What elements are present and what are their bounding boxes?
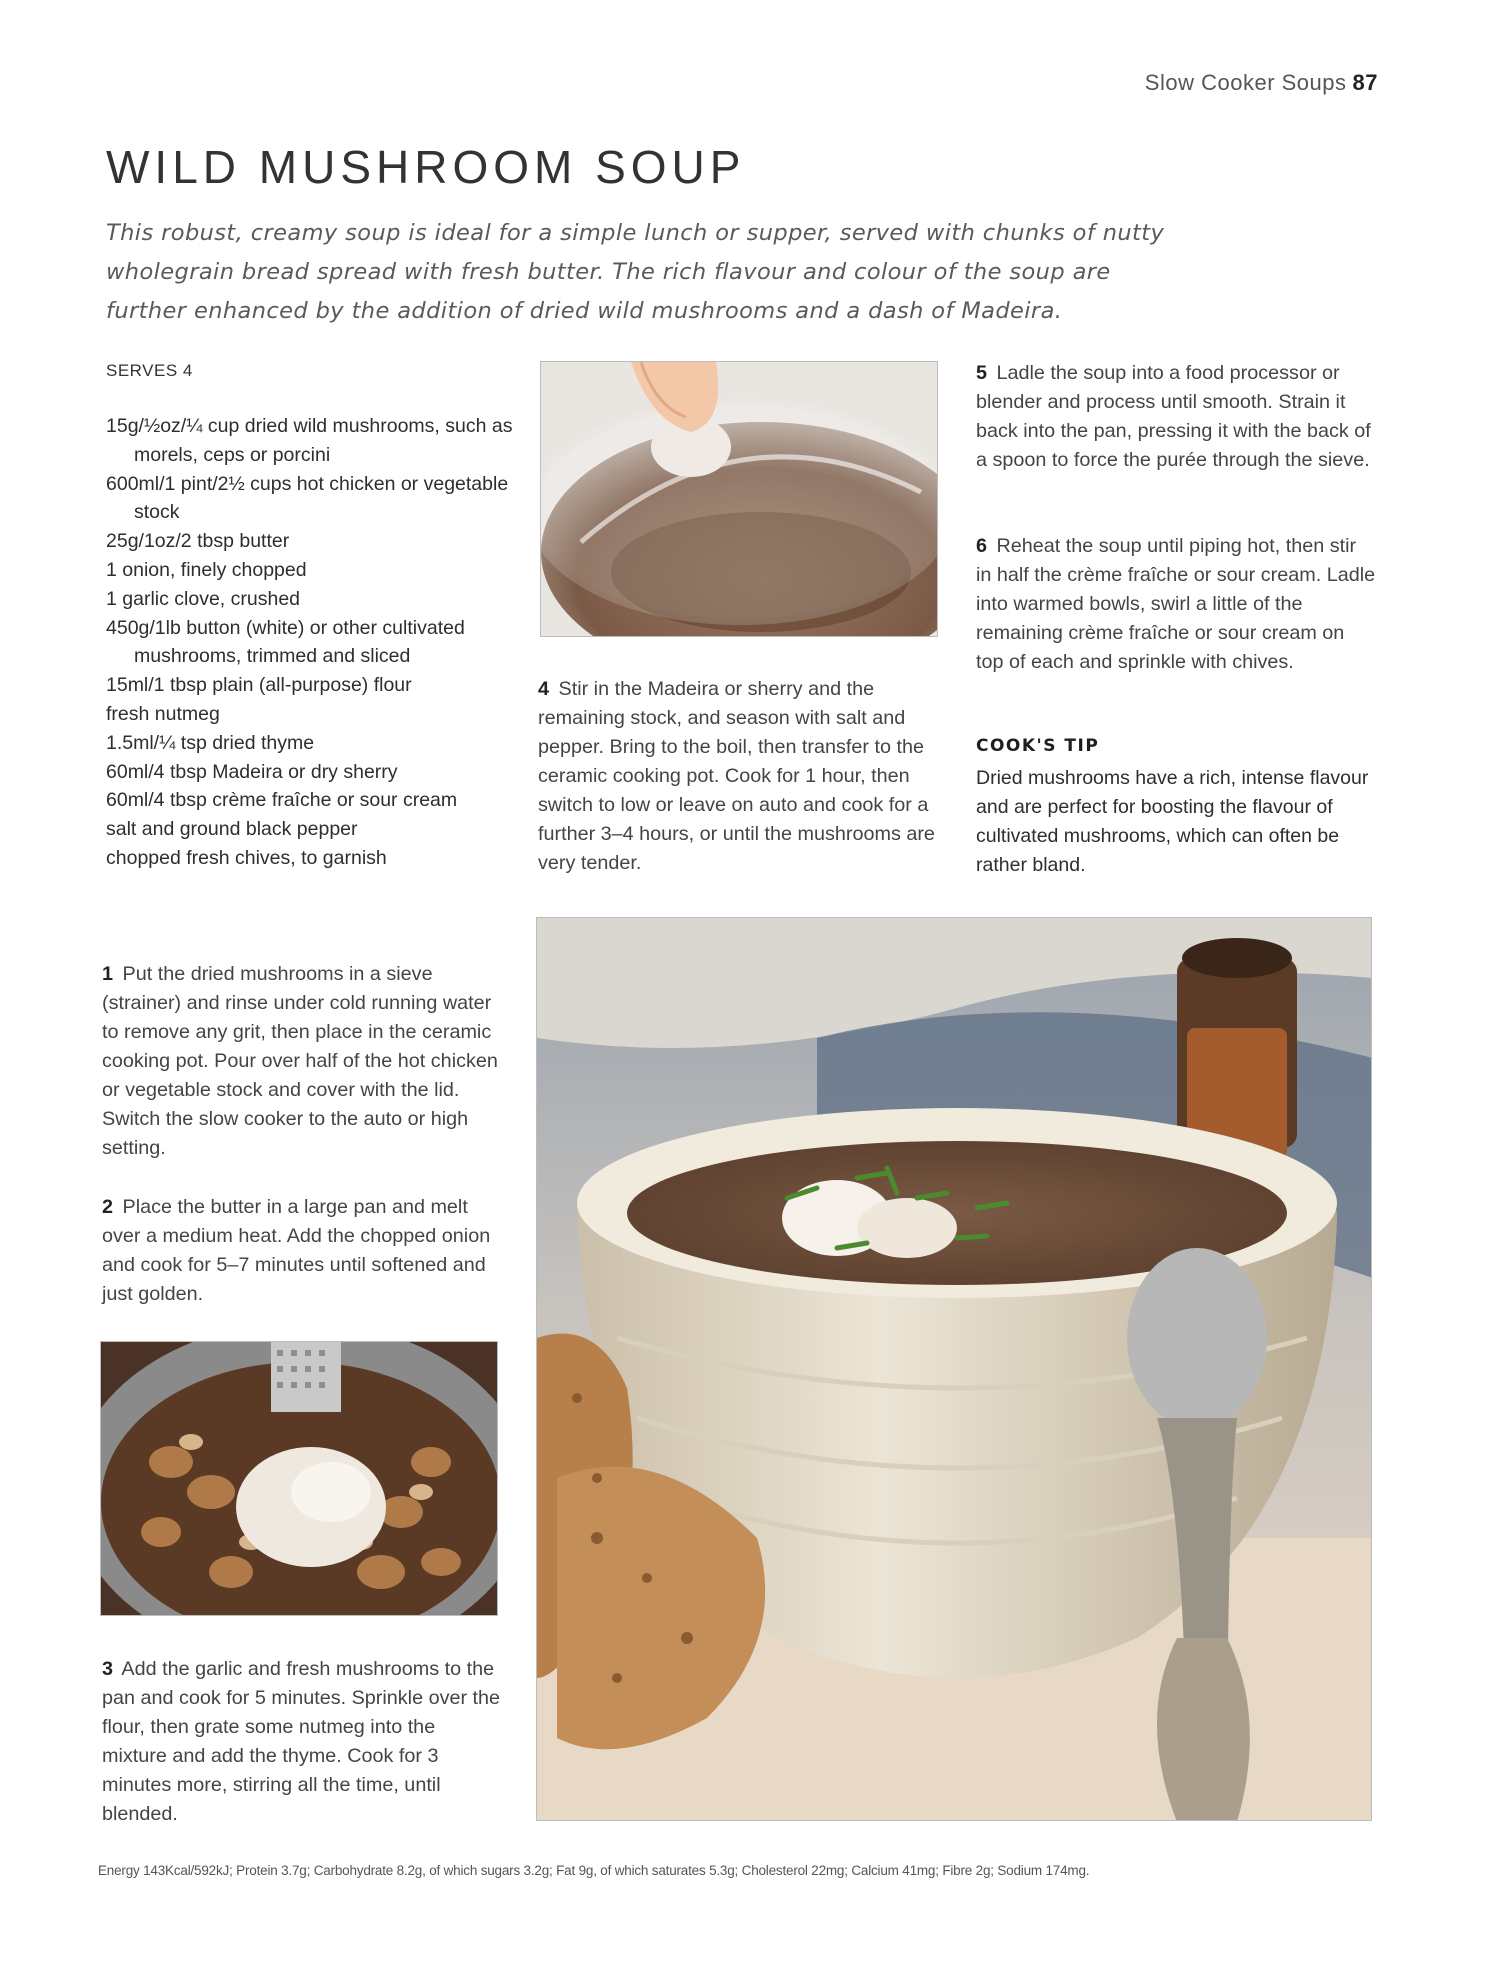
ingredient-item: 60ml/4 tbsp crème fraîche or sour cream xyxy=(106,789,458,812)
method-step-5 xyxy=(976,359,1376,475)
ingredient-item: 60ml/4 tbsp Madeira or dry sherry xyxy=(106,760,398,783)
step-text: Reheat the soup until piping hot, then stir in half the crème fraîche or sour cream. Ladle into warmed bowls, swirl a little of the remaining crème fraîche or sour cream on top of each and sprinkle with chives. xyxy=(976,535,1376,673)
recipe-title: WILD MUSHROOM SOUP xyxy=(106,141,746,193)
step-text: Place the butter in a large pan and melt over a medium heat. Add the chopped onion and cook for 5–7 minutes until softened and just golden. xyxy=(102,1196,491,1305)
step-number: 6 xyxy=(976,535,988,557)
recipe-intro: This robust, creamy soup is ideal for a simple lunch or supper, served with chunks of nutty wholegrain bread spread with fresh butter. The rich flavour and colour of the soup are further enhanced by the addition of dried wild mushrooms and a dash of Madeira. xyxy=(106,220,1165,324)
ingredient-list xyxy=(106,412,526,873)
ingredient-item: 15g/½oz/¼ cup dried wild mushrooms, such as morels, ceps or porcini xyxy=(106,415,513,466)
ingredient-item: chopped fresh chives, to garnish xyxy=(106,846,387,869)
ingredient-item: fresh nutmeg xyxy=(106,702,220,725)
step-text: Add the garlic and fresh mushrooms to the pan and cook for 5 minutes. Sprinkle over the flour, then grate some nutmeg into the mixture and add the thyme. Cook for 3 minutes more, stirring all the time, until blended. xyxy=(102,1658,501,1825)
ingredient-item: 1 garlic clove, crushed xyxy=(106,587,301,610)
photo-soup-bowl xyxy=(536,917,1372,1821)
ingredient-item: 1.5ml/¼ tsp dried thyme xyxy=(106,731,315,754)
ingredient-item: 600ml/1 pint/2½ cups hot chicken or vegetable stock xyxy=(106,472,509,524)
running-head xyxy=(1145,70,1378,96)
method-step-1 xyxy=(102,960,502,1163)
ingredient-item: 1 onion, finely chopped xyxy=(106,558,307,581)
page-number: 87 xyxy=(1352,70,1378,95)
step-text: Put the dried mushrooms in a sieve (strainer) and rinse under cold running water to remove any grit, then place in the ceramic cooking pot. Pour over half of the hot chicken or vegetable stock and cover with the lid. Switch the slow cooker to the auto or high setting. xyxy=(102,963,498,1159)
ingredient-item: 25g/1oz/2 tbsp butter xyxy=(106,530,290,553)
photo-slow-cooker-lid xyxy=(540,361,938,637)
step-number: 1 xyxy=(102,963,114,985)
cooks-tip-heading: COOK'S TIP xyxy=(976,736,1100,756)
step-text: Stir in the Madeira or sherry and the remaining stock, and season with salt and pepper. Bring to the boil, then transfer to the ceramic cooking pot. Cook for 1 hour, then switch to low or leave on auto and cook for a further 3–4 hours, or until the mushrooms are very tender. xyxy=(538,678,935,874)
method-step-6 xyxy=(976,532,1376,677)
method-step-2 xyxy=(102,1193,502,1309)
method-step-3 xyxy=(102,1655,502,1829)
cooks-tip-text: Dried mushrooms have a rich, intense flavour and are perfect for boosting the flavour of cultivated mushrooms, which can often be rather bland. xyxy=(976,767,1369,876)
step-number: 5 xyxy=(976,362,988,384)
ingredient-item: 15ml/1 tbsp plain (all-purpose) flour xyxy=(106,674,412,697)
step-text: Ladle the soup into a food processor or blender and process until smooth. Strain it back into the pan, pressing it with the back of a spoon to force the purée through the sieve. xyxy=(976,362,1371,471)
nutrition-info: Energy 143Kcal/592kJ; Protein 3.7g; Carbohydrate 8.2g, of which sugars 3.2g; Fat 9g, of which saturates 5.3g; Cholesterol 22mg; Calcium 41mg; Fibre 2g; Sodium 174mg. xyxy=(98,1863,1090,1878)
ingredient-item: salt and ground black pepper xyxy=(106,818,358,841)
method-step-4 xyxy=(538,675,948,878)
ingredient-item: 450g/1lb button (white) or other cultivated mushrooms, trimmed and sliced xyxy=(106,616,465,668)
serves-label: SERVES 4 xyxy=(106,361,193,380)
step-number: 3 xyxy=(102,1658,114,1680)
section-name: Slow Cooker Soups xyxy=(1144,70,1347,95)
photo-mushrooms-in-pan xyxy=(100,1341,498,1616)
step-number: 2 xyxy=(102,1196,114,1218)
step-number: 4 xyxy=(538,678,550,700)
